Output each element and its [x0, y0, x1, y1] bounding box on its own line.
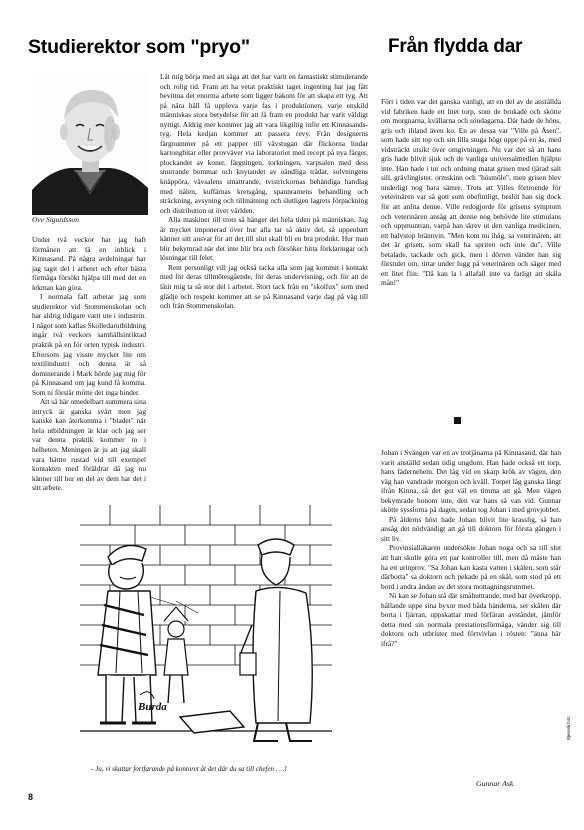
paragraph: I normala fall arbetar jag som studierektor vid Stommenskolan och har aldrig tidigare varit ute i industrin. I något som kallas Skolledarutbildning ingår två veckors samhällsinriktad praktik på en för orten typisk industri. Eftersom jag visste mycket lite om textilindustri och denna är så dominerande i Mark hörde jag mig för på Kinnasand om jag kund få komma. Som ni förstår mötte det inga hinder. [32, 292, 146, 397]
cartoon-caption: – Ja, vi skattar fortfarande på kontoret åt det där du sa till chefen . . .! [90, 765, 287, 773]
article-title-left: Studierektor som "pryo" [28, 36, 250, 58]
paragraph: Förr i tiden var det ganska vanligt, att en del av de anställda vid fabriken hade ett litet torp, som de brukade och skötte om morgnarna, kvällarna och söndagarna. Där hade de höns, gris och ibland även ko. En av dessa var "Ville på Åsen", som hade sitt top och sin lilla stuga högt uppe på en ås, med vidsträckt utsikt över omgivningen. Nu var det så att hans gris hade blivit sjuk och de vanliga universalmedlen hjälpte inte. Han hade i tur och ordning matat grisen med tjärad salt sill, grävlingister, ormskinn och "hösmöle", men grisen blev underligt nog bara sämre. Trots att Villes förtroende för veterinären var så gott som obefintligt, beslöt han sig dock för att anlita denne. Ville redogjorde för grisens symptom och veterinären ansåg att denne nog behövde lite stimulans och uppmuntran, varpå han skrev ut den vanliga medicinen, ett halvstop brännvin. "Men kom nu ihåg, sa veterinären, att det är grisen, som skall ha spriten och inte du". Ville betalade, tackade och gick, men i dörren vänder han sig förstulet om, tittar under lugg på veterinären och säger med ett litet flin: "Då kan la i allafall inte va farligt att skåla mån!" [381, 97, 561, 288]
author-name: Gunnar Ask [476, 779, 514, 788]
paragraph: Johan i Svängen var en av trotjänarna på Kinnasand, där han varit anställd sedan tidig ungdom. Han hade också ett torp, hans fädernehem. Det låg vid en skarp krök av vägen, den väg han vandrade morgon och kväll. Torpet låg ganska långt ifrån Kinna, så det got väl en timma att gå. Men vägen bekymrade honom inte, den var hans så van vid. Gunnar skötte sysslorna på dagen, sedan tog Johan i med grovjobbet. [381, 448, 561, 515]
cartoon-illustration [80, 505, 332, 761]
paragraph: Rent personligt vill jag också tacka alla som jag kommit i kontakt med för deras tillmötesgående, för deras undervisning, och för att de låtit mig ta så stor del i arbetet. Stort tack från en "skolfux" som med glädje och respekt kommer att se på Kinnasand varje dag på väg till och från Stommenskolan. [160, 262, 368, 311]
section-divider-square [454, 417, 461, 424]
page-number: 8 [28, 792, 34, 802]
right-article-story-2 [381, 448, 561, 648]
photo-credit: Bjerrelii foto [566, 716, 571, 740]
left-article-column-1 [32, 235, 146, 493]
paragraph: Alla maskiner till trots så hänger det hela tiden på människan. Jag är mycket imponerad över hur alla tar så aktiv del, så uppenbart känner sitt ansvar för att det till slut skall bli en bra produkt. Hur man blir bekymrad när det inte blir bra och försöker hitta förklaringar och lösningar till felet. [160, 215, 368, 263]
paragraph: Att så här omedelbart summera sina intryck är ganska svårt men jag kanske kan återkomma i "bladet" när hela utbildningen är klar och jag ser var denna praktik kommer in i helheten. Meningen är ju att jag skall vara bättre rustad vid till exempel kontakten med föräldrar då jag nu känner till hur en del av dem har det i sitt arbete. [32, 397, 146, 493]
paragraph: Under två veckor har jag haft förmånen att få en inblick i Kinnasand. På några avdelningar har jag tagit del i arbetet och efter bästa förmåga försökt hjälpa till med det en lekman kan göra. [32, 235, 146, 292]
paragraph: På ålderns höst hade Johan blivit lite krasslig, så han ansåg det nödvändigt att gå till doktorn för första gången i sitt liv. [381, 514, 561, 543]
paragraph: Provinsialläkaren undersökte Johan noga och sa till slut att han skulle göra ett par kontroller till, men då måste han ha ett urinprov. "Sa Johan kan kasta vatten i skålen, som står därborta" sa doktorn och pekade på en skål, som stod på ett bord i andra ändan av det stora mottagningsrummet. [381, 543, 561, 591]
right-article-story-1 [381, 97, 561, 288]
portrait-photo [32, 72, 148, 215]
paragraph: Låt mig börja med att säga att det har varit en fantastiskt stimulerande och rolig tid. Fram att ha vetat praktiskt taget ingenting har jag fått bevittna det enorma arbete som ligger bakom för att skapa ett tyg. Att på nära håll få uppleva varje fas i produktionen, varje enskild människas stora betydelse för att få fram en produkt har varit väldigt nyttigt. Aldrig mer kommer jag att vara likgiltig inför ett Kinnasands-tyg. Hela kedjan kommer att passera revy. Från designerns färgnummer på ett papper till vävstugan där flickorna lindar kartongbitar eller provväver via laboratoriet med recept på nya färger, plockandet av koner, färgningen, torkningen, varpsalen med dess snurrande bommar och knytandet av oändliga trådar, solvningens knäppöra, vävsalens smattrande, tvistrickornas behändiga handlag med nålen, kuffärnas kretsgång, spannramens behandling och sträckning, avsyning och tillmätning och slutligen lagrets förpackning och distribution ut över världen. [160, 72, 368, 215]
paragraph: Ni kan se Johan stå där småhuttrande, med bar överkropp, hållande uppe sina byxor med båda händerna, ser skålen där borta i fjärran, uppskattar med förfäran avståndet, jämför detta med sin normala prestationsförmåga, vänder sig till doktorn och utbrister med förtvivlan i rösten: "änna här ifrå?" [381, 591, 561, 648]
photo-caption: Ove Sigurdsson [32, 215, 80, 224]
left-article-column-2 [160, 72, 368, 311]
cartoon-signature: Burda [138, 701, 167, 713]
article-title-right: Från flydda dar [388, 36, 523, 57]
